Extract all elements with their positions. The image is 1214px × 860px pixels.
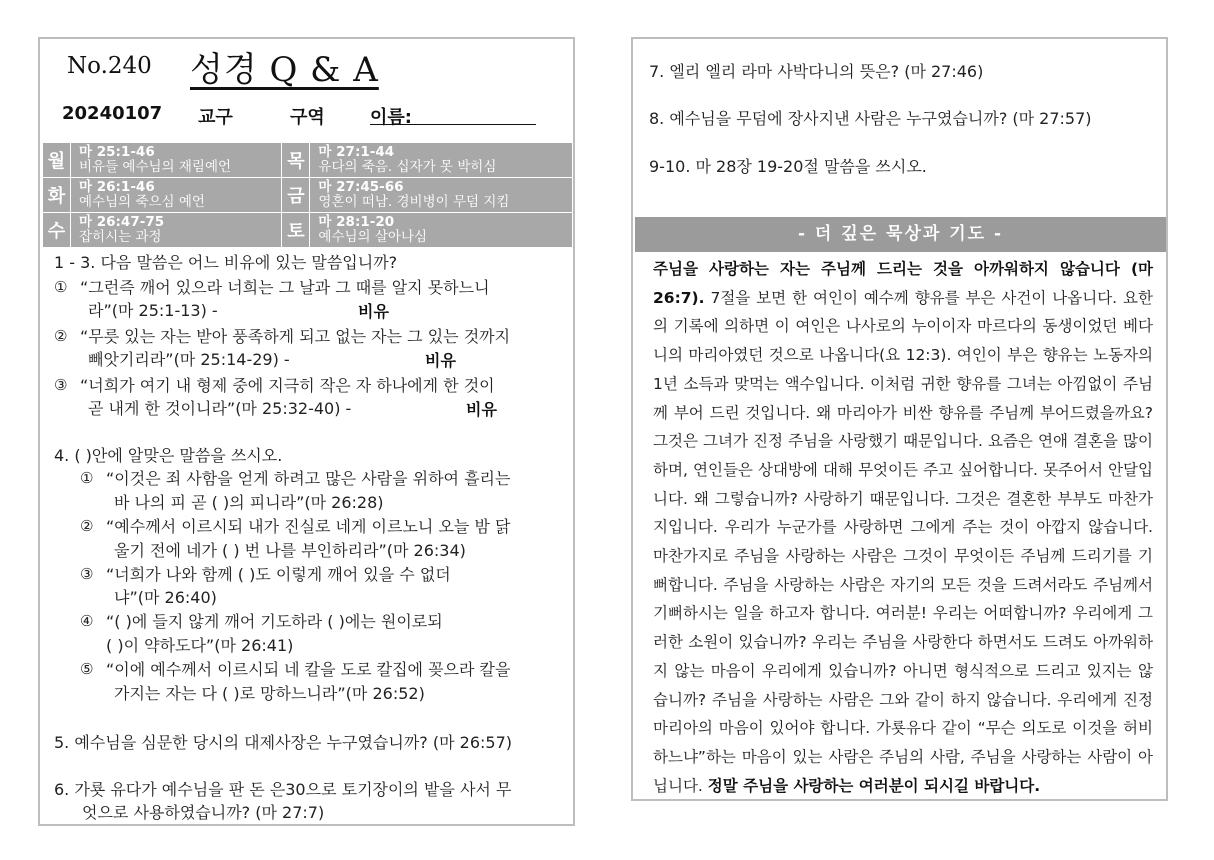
district-label: 교구	[198, 107, 233, 128]
reading-desc: 유다의 죽음. 십자가 못 박히심	[318, 159, 497, 175]
name-label: 이름:	[370, 107, 412, 128]
question-9-10: 9-10. 마 28장 19-20절 말씀을 쓰시오.	[649, 157, 927, 176]
day-cell: 목	[282, 143, 310, 178]
question-item-text: 냐”(마 26:40)	[114, 588, 217, 607]
item-number: ②	[80, 517, 94, 535]
question-4-prompt: 4. ( )안에 알맞은 말씀을 쓰시오.	[54, 446, 283, 465]
reading-schedule	[42, 142, 573, 248]
item-number: ①	[54, 278, 68, 296]
reading-ref: 마 26:1-46	[79, 179, 155, 195]
day-cell: 월	[43, 143, 71, 178]
question-item-text: 울기 전에 네가 ( ) 번 나를 부인하리라”(마 26:34)	[114, 541, 466, 560]
question-item-text: “그런즉 깨어 있으라 너희는 그 날과 그 때를 알지 못하느니	[80, 278, 490, 297]
schedule-row	[43, 143, 573, 178]
item-number: ③	[54, 376, 68, 394]
meditation-banner: - 더 깊은 묵상과 기도 -	[635, 217, 1166, 252]
day-cell: 수	[43, 213, 71, 248]
quiz-sheet-left	[38, 37, 575, 826]
reading-ref: 마 27:1-44	[318, 144, 395, 160]
reading-cell	[71, 178, 282, 213]
reading-cell	[71, 143, 282, 178]
question-8: 8. 예수님을 무덤에 장사지낸 사람은 누구였습니까? (마 27:57)	[649, 109, 1092, 128]
reading-ref: 마 25:1-46	[79, 144, 155, 160]
day-cell: 화	[43, 178, 71, 213]
reading-cell	[310, 178, 573, 213]
question-item-text: 빼앗기리라”(마 25:14-29) -	[88, 350, 290, 369]
question-item-text: 라”(마 25:1-13) -	[88, 301, 218, 320]
question-item-text: “너희가 나와 함께 ( )도 이렇게 깨어 있을 수 없더	[106, 565, 451, 584]
reading-ref: 마 28:1-20	[318, 214, 395, 230]
schedule-row	[43, 178, 573, 213]
name-blank-line	[370, 123, 536, 125]
reading-desc: 비유들 예수님의 재림예언	[79, 159, 232, 175]
item-number: ①	[80, 469, 94, 487]
day-cell: 금	[282, 178, 310, 213]
day-cell: 토	[282, 213, 310, 248]
question-6-line2: 엇으로 사용하였습니까? (마 27:7)	[82, 803, 325, 822]
reading-cell	[310, 143, 573, 178]
question-item-text: “너희가 여기 내 형제 중에 지극히 작은 자 하나에게 한 것이	[80, 376, 495, 395]
item-number: ②	[54, 327, 68, 345]
question-1-3-prompt: 1 - 3. 다음 말씀은 어느 비유에 있는 말씀입니까?	[54, 253, 398, 272]
reading-desc: 예수님의 죽으심 예언	[79, 194, 205, 210]
schedule-row	[43, 213, 573, 248]
reading-desc: 예수님의 살아나심	[318, 229, 428, 245]
question-item-text: 바 나의 피 곧 ( )의 피니라”(마 26:28)	[114, 493, 384, 512]
reading-cell	[71, 213, 282, 248]
item-number: ③	[80, 565, 94, 583]
meditation-essay	[653, 255, 1153, 800]
meditation-body: 7절을 보면 한 여인이 예수께 향유를 부은 사건이 나옵니다. 요한의 기록에 의하면 이 여인은 나사로의 누이이자 마르다의 동생이었던 베다니의 마리아였던 것으로 나옵니다(요 12:3). 여인이 부은 향유는 노동자의 1년 소득과 맞먹는 액수입니다. 이처럼 귀한 향유를 그녀는 아낌없이 주님께 부어 드린 것입니다. 왜 마리아가 비싼 향유를 주님께 부어드렸을까요? 그것은 그녀가 진정 주님을 사랑했기 때문입니다. 요즘은 연애 결혼을 많이 하며, 연인들은 상대방에 대해 무엇이든 주고 싶어합니다. 못주어서 안달입니다. 왜 그렇습니까? 사랑하기 때문입니다. 그것은 결혼한 부부도 마찬가지입니다. 우리가 누군가를 사랑하면 그에게 주는 것이 아깝지 않습니다. 마찬가지로 주님을 사랑하는 사람은 그것이 무엇이든 주님께 드리기를 기뻐합니다. 주님을 사랑하는 사람은 자기의 모든 것을 드려서라도 주님께서 기뻐하시는 일을 하고자 합니다. 여러분! 우리는 어떠합니까? 우리에게 그러한 소원이 있습니까? 우리는 주님을 사랑한다 하면서도 드려도 아까워하지 않는 마음이 우리에게 있습니까? 아니면 형식적으로 드리고 있지는 않습니까? 주님을 사랑하는 사람은 그와 같이 하지 않습니다. 우리에게 진정 마리아의 마음이 있어야 합니다. 가룟유다 같이 “무슨 의도로 이것을 허비하느냐”하는 마음이 있는 사람은 주님의 사람, 주님을 사랑하는 사람이 아닙니다.	[653, 288, 1153, 795]
item-number: ④	[80, 612, 94, 630]
question-item-text: “이에 예수께서 이르시되 네 칼을 도로 칼집에 꽂으라 칼을	[106, 660, 511, 679]
question-item-text: “이것은 죄 사함을 얻게 하려고 많은 사람을 위하여 흘리는	[106, 469, 511, 488]
question-item-text: 가지는 자는 다 ( )로 망하느니라”(마 26:52)	[114, 684, 425, 703]
question-item-text: “( )에 들지 않게 깨어 기도하라 ( )에는 원이로되	[106, 612, 443, 631]
reading-ref: 마 27:45-66	[318, 179, 404, 195]
item-number: ⑤	[80, 660, 94, 678]
question-item-text: ( )이 약하도다”(마 26:41)	[106, 636, 294, 655]
meditation-heading: 주님을 사랑하는 자는 주님께 드리는 것을 아까워하지 않습니다 (마 26:7).	[653, 260, 1153, 307]
answer-suffix: 비유	[425, 351, 456, 370]
quiz-sheet-right	[631, 37, 1168, 801]
question-item-text: 곧 내게 한 것이니라”(마 25:32-40) -	[88, 399, 352, 418]
reading-cell	[310, 213, 573, 248]
reading-desc: 영혼이 떠남. 경비병이 무덤 지킴	[318, 194, 510, 210]
question-item-text: “무릇 있는 자는 받아 풍족하게 되고 없는 자는 그 있는 것까지	[80, 327, 511, 346]
page-title: 성경 Q & A	[190, 50, 379, 90]
area-label: 구역	[290, 107, 325, 128]
question-item-text: “예수께서 이르시되 내가 진실로 네게 이르노니 오늘 밤 닭	[106, 517, 511, 536]
reading-ref: 마 26:47-75	[79, 214, 165, 230]
question-5: 5. 예수님을 심문한 당시의 대제사장은 누구였습니까? (마 26:57)	[54, 733, 512, 752]
issue-number: No.240	[67, 53, 152, 79]
answer-suffix: 비유	[358, 302, 389, 321]
question-7: 7. 엘리 엘리 라마 사박다니의 뜻은? (마 27:46)	[649, 62, 984, 81]
answer-suffix: 비유	[466, 400, 497, 419]
reading-desc: 잡히시는 과정	[79, 229, 162, 245]
question-6-line1: 6. 가룟 유다가 예수님을 판 돈 은30으로 토기장이의 밭을 사서 무	[54, 780, 512, 799]
date-label: 20240107	[62, 103, 163, 124]
meditation-closing: 정말 주님을 사랑하는 여러분이 되시길 바랍니다.	[707, 776, 1041, 795]
